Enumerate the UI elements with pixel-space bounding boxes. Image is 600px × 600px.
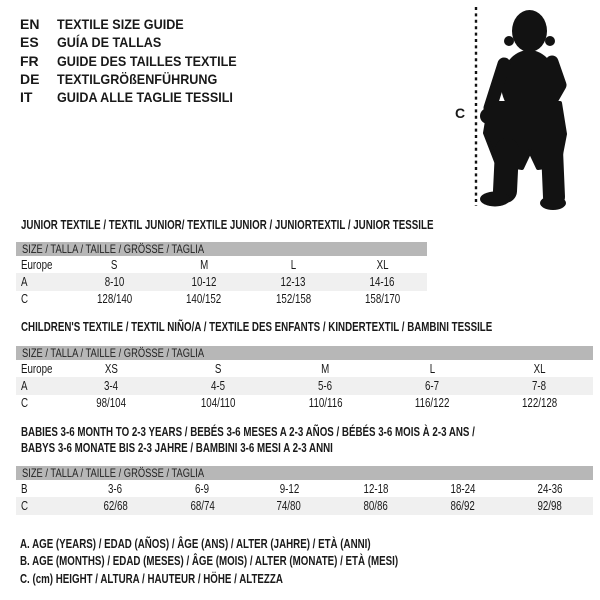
size-cell [159,499,246,513]
size-cell [159,275,248,289]
size-table-row [16,377,593,394]
size-cell [379,379,486,393]
size-cell-text: 92/98 [537,498,562,513]
size-cell [159,258,248,272]
footnote-b [20,553,505,570]
table-title-text: CHILDREN'S TEXTILE / TEXTIL NIÑO/A / TEXTILE DES ENFANTS / KINDERTEXTIL / BAMBINI TESSILE [21,320,493,334]
size-cell [159,292,248,306]
size-cell [58,362,165,376]
footnotes [20,536,505,588]
size-cell [58,379,165,393]
size-cell [272,362,379,376]
size-table-header [16,466,593,480]
size-table-row [16,273,427,290]
size-cell-text: 98/104 [96,396,127,411]
children-size-table [16,346,593,412]
size-cell-text: 128/140 [97,292,133,307]
size-cell [486,362,593,376]
size-cell-text: L [429,361,436,376]
size-cell [249,275,338,289]
size-table-row [16,360,593,377]
language-code: DE [20,71,40,88]
size-cell [165,396,272,410]
row-label-text: C [21,498,29,513]
size-cell-text: 62/68 [103,498,128,513]
size-cell-text: 158/170 [364,292,400,307]
size-cell [58,396,165,410]
size-cell-text: 18-24 [450,481,476,496]
row-label [16,396,58,410]
table-title-line [21,217,550,233]
language-code: FR [20,52,39,69]
row-label [16,258,70,272]
footnote-a [20,536,505,553]
size-cell [379,396,486,410]
language-label: GUIDA ALLE TAGLIE TESSILI [57,89,233,106]
size-cell [72,482,159,496]
row-label [16,499,72,513]
language-code: IT [20,89,33,106]
size-cell-text: 9-12 [279,481,299,496]
row-label-text: A [21,378,28,393]
row-label-text: Europe [21,257,53,272]
size-cell [338,275,427,289]
size-cell-text: 7-8 [532,378,547,393]
size-table-row [16,497,593,514]
size-cell-text: L [290,257,296,272]
size-table-header [16,242,427,256]
size-cell-text: 4-5 [211,378,226,393]
size-cell-text: 68/74 [190,498,215,513]
size-cell-text: 3-6 [108,481,123,496]
size-cell [332,499,419,513]
size-cell-text: XS [104,361,119,376]
size-cell-text: M [321,361,330,376]
table-title-text: BABYS 3-6 MONATE BIS 2-3 JAHRE / BAMBINI 3-6 MESI A 2-3 ANNI [21,441,333,455]
row-label-text: C [21,292,29,307]
size-table-row [16,395,593,412]
size-cell [246,482,333,496]
size-cell [419,482,506,496]
language-code: EN [20,16,40,33]
size-cell [506,482,593,496]
size-cell [486,396,593,410]
height-marker-label: C [455,105,466,121]
table-title-line [21,424,600,440]
size-table-row [16,480,593,497]
size-cell-text: 122/128 [521,396,558,411]
size-cell-text: 152/158 [275,292,311,307]
size-cell [70,275,159,289]
size-cell [272,396,379,410]
size-cell-text: 8-10 [104,274,125,289]
size-cell [159,482,246,496]
children-table-title [21,319,600,335]
size-cell [338,258,427,272]
language-label: TEXTILGRÖßENFÜHRUNG [57,71,218,88]
table-title-text: JUNIOR TEXTILE / TEXTIL JUNIOR/ TEXTILE JUNIOR / JUNIORTEXTIL / JUNIOR TESSILE [21,218,434,232]
size-cell [332,482,419,496]
language-row [20,52,257,70]
footnote-text: C. (cm) HEIGHT / ALTURA / HAUTEUR / HÖHE / ALTEZZA [20,571,283,586]
size-table-header [16,346,593,360]
size-cell-text: 12-18 [363,481,389,496]
size-cell-text: 14-16 [369,274,395,289]
language-row [20,70,257,88]
size-cell [249,258,338,272]
size-cell [272,379,379,393]
junior-table-title [21,217,550,233]
row-label [16,482,72,496]
table-title-line [21,440,600,456]
table-title-line [21,319,600,335]
size-cell [379,362,486,376]
size-cell [419,499,506,513]
language-code: ES [20,34,39,51]
row-label [16,275,70,289]
language-label: GUIDE DES TAILLES TEXTILE [57,52,237,69]
size-cell-text: S [215,361,222,376]
size-cell-text: 80/86 [363,498,389,513]
footnote-text: B. AGE (MONTHS) / EDAD (MESES) / ÂGE (MOIS) / ALTER (MONATE) / ETÀ (MESI) [20,554,399,569]
size-cell-text: 12-13 [280,274,306,289]
size-cell [165,362,272,376]
size-cell [165,379,272,393]
language-row [20,33,257,51]
size-cell-text: XL [376,257,389,272]
size-cell-text: 24-36 [537,481,563,496]
size-cell [70,258,159,272]
size-cell-text: S [111,257,118,272]
size-cell-text: 104/110 [201,396,236,411]
size-cell [506,499,593,513]
size-cell-text: 116/122 [415,396,450,411]
babies-size-table [16,466,593,515]
size-cell-text: 74/80 [276,498,302,513]
size-table-header-text: SIZE / TALLA / TAILLE / GRÖSSE / TAGLIA [22,346,205,360]
language-row [20,15,257,33]
row-label [16,362,58,376]
size-cell-text: 6-7 [425,378,440,393]
size-cell-text: 110/116 [308,396,343,411]
size-cell [246,499,333,513]
baby-silhouette [480,10,566,210]
baby-figure [440,0,600,220]
footnote-c [20,571,505,588]
size-cell-text: M [199,257,208,272]
size-table-row [16,291,427,308]
row-label [16,379,58,393]
language-label: GUÍA DE TALLAS [57,34,162,51]
size-table-header-text: SIZE / TALLA / TAILLE / GRÖSSE / TAGLIA [22,466,205,480]
babies-table-title [21,424,600,456]
row-label-text: C [21,396,29,411]
size-cell [249,292,338,306]
row-label-text: B [21,481,28,496]
language-row [20,88,257,106]
size-cell-text: 10-12 [191,274,217,289]
size-cell-text: 86/92 [450,498,475,513]
size-table-row [16,256,427,273]
row-label [16,292,70,306]
size-cell [338,292,427,306]
size-cell [72,499,159,513]
size-cell-text: 5-6 [318,378,333,393]
language-label: TEXTILE SIZE GUIDE [57,16,184,33]
row-label-text: A [21,274,28,289]
size-cell-text: XL [533,361,546,376]
size-cell-text: 3-4 [104,378,119,393]
size-cell [70,292,159,306]
size-table-header-text: SIZE / TALLA / TAILLE / GRÖSSE / TAGLIA [22,242,205,256]
table-title-text: BABIES 3-6 MONTH TO 2-3 YEARS / BEBÉS 3-6 MESES A 2-3 AÑOS / BÉBÉS 3-6 MOIS À 2-3 ANS / [21,425,475,439]
language-title-list [20,15,257,106]
size-cell [486,379,593,393]
size-cell-text: 140/152 [186,292,222,307]
footnote-text: A. AGE (YEARS) / EDAD (AÑOS) / ÂGE (ANS) / ALTER (JAHRE) / ETÀ (ANNI) [20,537,371,551]
size-cell-text: 6-9 [195,481,210,496]
junior-size-table [16,242,427,308]
row-label-text: Europe [21,361,53,376]
